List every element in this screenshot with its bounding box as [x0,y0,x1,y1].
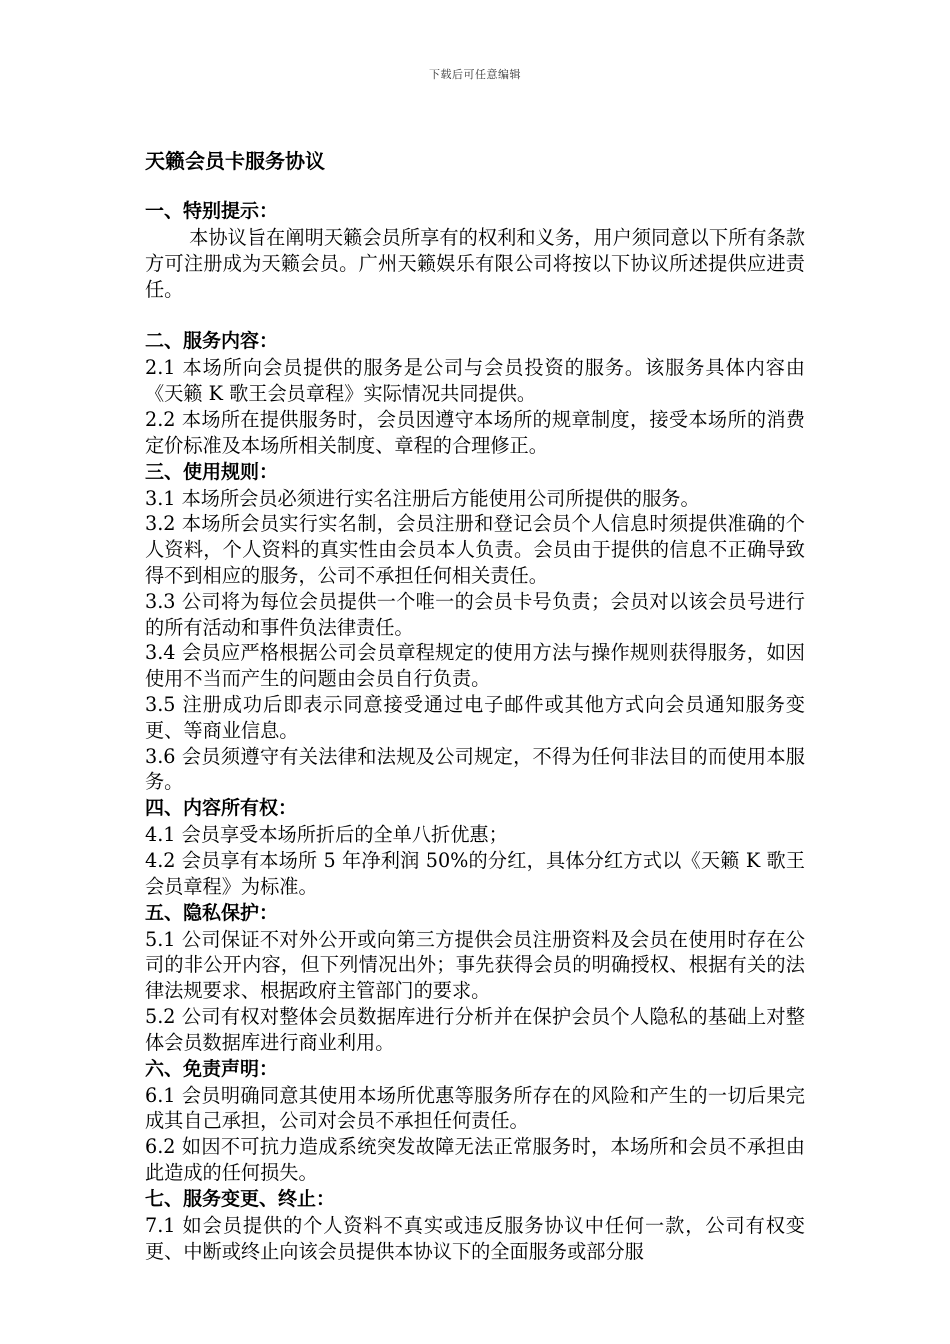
paragraph: 7.1 如会员提供的个人资料不真实或违反服务协议中任何一款，公司有权变更、中断或终止向该会员提供本协议下的全面服务或部分服 [145,1213,805,1263]
section-service-change [145,1186,805,1265]
paragraph: 5.1 公司保证不对外公开或向第三方提供会员注册资料及会员在使用时存在公司的非公开内容，但下列情况出外；事先获得会员的明确授权、根据有关的法律法规要求、根据政府主管部门的要求。 [145,927,805,1003]
document-title: 天籁会员卡服务协议 [145,149,325,173]
paragraph: 2.2 本场所在提供服务时，会员因遵守本场所的规章制度，接受本场所的消费定价标准及本场所相关制度、章程的合理修正。 [145,407,805,457]
section-disclaimer [145,1056,805,1186]
paragraph: 3.2 本场所会员实行实名制，会员注册和登记会员个人信息时须提供准确的个人资料，个人资料的真实性由会员本人负责。会员由于提供的信息不正确导致得不到相应的服务，公司不承担任何相关责任。 [145,512,805,587]
paragraph: 3.4 会员应严格根据公司会员章程规定的使用方法与操作规则获得服务，如因使用不当而产生的问题由会员自行负责。 [145,641,805,691]
section-heading: 五、隐私保护： [145,901,279,924]
section-heading: 三、使用规则： [145,460,279,483]
paragraph: 6.1 会员明确同意其使用本场所优惠等服务所存在的风险和产生的一切后果完成其自己承担，公司对会员不承担任何责任。 [145,1083,805,1133]
header-note: 下载后可任意编辑 [429,68,521,81]
document-body [145,148,805,1264]
section-heading: 一、特别提示： [145,200,279,222]
section-heading: 四、内容所有权： [145,797,298,820]
paragraph: 3.1 本场所会员必须进行实名注册后方能使用公司所提供的服务。 [145,486,700,510]
paragraph: 3.5 注册成功后即表示同意接受通过电子邮件或其他方式向会员通知服务变更、等商业信息。 [145,692,805,742]
section-service-content [145,328,805,458]
paragraph: 本协议旨在阐明天籁会员所享有的权利和义务，用户须同意以下所有条款方可注册成为天籁会员。广州天籁娱乐有限公司将按以下协议所述提供应进责任。 [145,226,805,301]
paragraph: 2.1 本场所向会员提供的服务是公司与会员投资的服务。该服务具体内容由《天籁 K 歌王会员章程》实际情况共同提供。 [145,356,805,406]
paragraph: 3.3 公司将为每位会员提供一个唯一的会员卡号负责；会员对以该会员号进行的所有活动和事件负法律责任。 [145,589,805,639]
paragraph: 4.1 会员享受本场所折后的全单八折优惠； [145,823,508,847]
section-usage-rules [145,459,805,796]
section-heading: 七、服务变更、终止： [145,1187,336,1210]
section-special-notice [145,198,805,302]
paragraph: 3.6 会员须遵守有关法律和法规及公司规定，不得为任何非法目的而使用本服务。 [145,744,805,794]
paragraph: 5.2 公司有权对整体会员数据库进行分析并在保护会员个人隐私的基础上对整体会员数据库进行商业利用。 [145,1004,805,1054]
paragraph: 6.2 如因不可抗力造成系统突发故障无法正常服务时，本场所和会员不承担由此造成的任何损失。 [145,1135,805,1184]
paragraph: 4.2 会员享有本场所 5 年净利润 50%的分红，具体分红方式以《天籁 K 歌王会员章程》为标准。 [145,848,805,898]
section-privacy [145,900,805,1056]
section-heading: 六、免责声明： [145,1057,279,1080]
section-heading: 二、服务内容： [145,330,279,353]
section-content-ownership [145,795,805,899]
